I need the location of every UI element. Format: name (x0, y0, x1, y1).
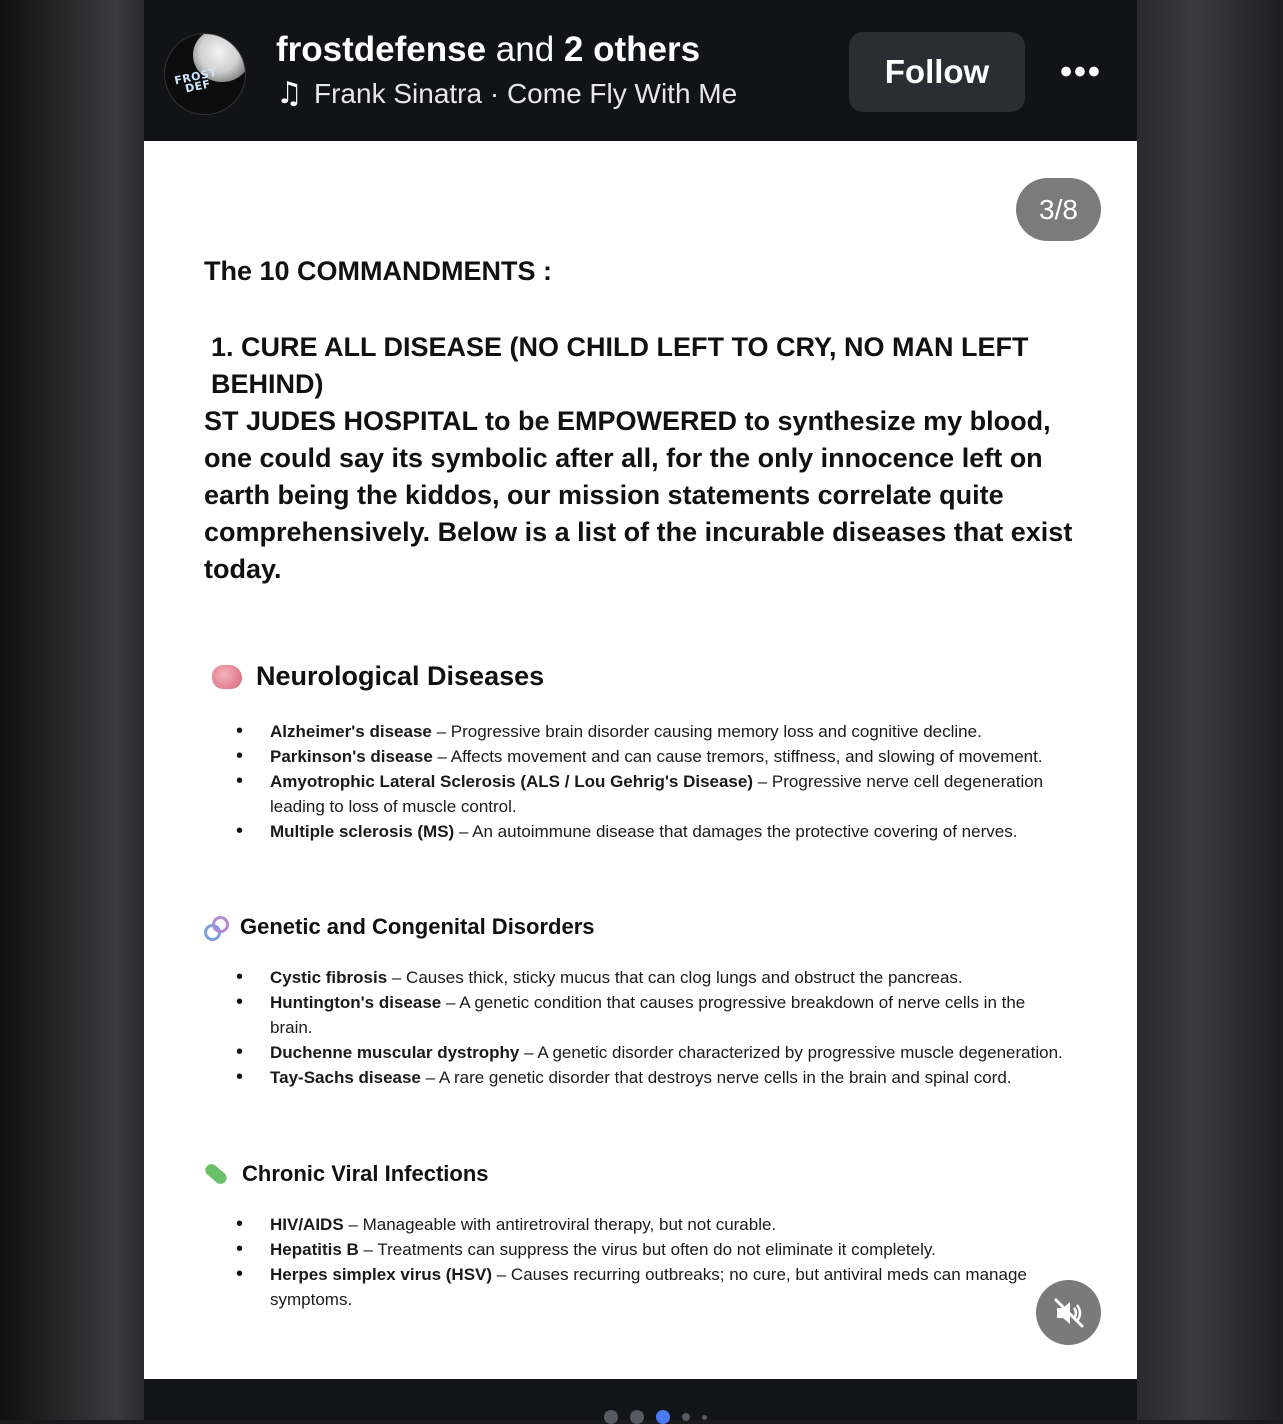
carousel-dot[interactable] (630, 1410, 644, 1424)
list-item (270, 1237, 1070, 1262)
carousel-dot[interactable] (702, 1415, 707, 1420)
others-link[interactable]: 2 others (563, 30, 701, 69)
post-container (144, 0, 1137, 1420)
disease-list-genetic (270, 965, 1070, 1090)
carousel-dots (604, 1410, 719, 1424)
disease-name: Huntington's disease (270, 993, 442, 1012)
avatar-logo-text: FROST DEF (173, 65, 219, 96)
music-note-icon: ♫ (276, 76, 303, 111)
disease-name: Hepatitis B (270, 1240, 359, 1259)
section-title-text: Neurological Diseases (256, 661, 545, 691)
background-blur-right (1137, 0, 1283, 1420)
section-title-genetic (204, 914, 595, 940)
list-item (270, 1065, 1070, 1090)
disease-list-viral (270, 1212, 1070, 1312)
disease-desc: – A genetic condition that causes progressive breakdown of nerve cells in the brain. (270, 993, 1026, 1037)
list-item (270, 744, 1070, 769)
section-title-viral (204, 1161, 489, 1187)
commandment-heading: 1. CURE ALL DISEASE (NO CHILD LEFT TO CRY, NO MAN LEFT BEHIND) (211, 332, 1029, 399)
disease-desc: – Affects movement and can cause tremors, stiffness, and slowing of movement. (432, 747, 1043, 766)
section-title-text: Genetic and Congenital Disorders (240, 914, 595, 939)
follow-button[interactable]: Follow (849, 32, 1025, 112)
background-blur-left (0, 0, 144, 1420)
music-attribution[interactable] (276, 76, 737, 111)
section-title-text: Chronic Viral Infections (242, 1161, 489, 1186)
mute-button[interactable] (1036, 1280, 1101, 1345)
disease-name: Alzheimer's disease (270, 722, 432, 741)
page-indicator: 3/8 (1016, 178, 1101, 241)
username[interactable]: frostdefense (276, 30, 487, 69)
carousel-footer (144, 1380, 1137, 1420)
commandment-body: ST JUDES HOSPITAL to be EMPOWERED to synthesize my blood, one could say its symbolic after all, for the only innocence left on earth being the kiddos, our mission statements correlate quite comprehensively. Below is a list of the incurable diseases that exist today. (204, 406, 1073, 584)
document-image (144, 141, 1137, 1379)
list-item (270, 990, 1070, 1040)
muted-speaker-icon (1052, 1296, 1086, 1330)
microbe-icon (203, 1162, 229, 1187)
disease-name: Amyotrophic Lateral Sclerosis (ALS / Lou Gehrig's Disease) (270, 772, 754, 791)
more-options-button[interactable]: ••• (1060, 52, 1102, 91)
disease-desc: – Causes recurring outbreaks; no cure, but antiviral meds can manage symptoms. (270, 1265, 1027, 1309)
disease-desc: – Progressive nerve cell degeneration leading to loss of muscle control. (270, 772, 1044, 816)
disease-name: HIV/AIDS (270, 1215, 344, 1234)
list-item (270, 965, 1070, 990)
disease-desc: – Treatments can suppress the virus but often do not eliminate it completely. (358, 1240, 936, 1259)
disease-name: Multiple sclerosis (MS) (270, 822, 455, 841)
carousel-dot-active[interactable] (656, 1410, 670, 1424)
list-item (270, 719, 1070, 744)
disease-desc: – Causes thick, sticky mucus that can clog lungs and obstruct the pancreas. (387, 968, 963, 987)
disease-name: Duchenne muscular dystrophy (270, 1043, 520, 1062)
doc-title: The 10 COMMANDMENTS : (204, 256, 553, 286)
post-header (144, 0, 1137, 140)
section-title-neurological (212, 661, 544, 692)
disease-desc: – Progressive brain disorder causing memory loss and cognitive decline. (431, 722, 982, 741)
avatar[interactable] (164, 33, 246, 115)
carousel-dot[interactable] (604, 1410, 618, 1424)
disease-name: Herpes simplex virus (HSV) (270, 1265, 493, 1284)
list-item (270, 769, 1070, 819)
list-item (270, 1262, 1070, 1312)
dna-icon (204, 916, 226, 938)
disease-name: Cystic fibrosis (270, 968, 388, 987)
disease-desc: – Manageable with antiretroviral therapy, but not curable. (343, 1215, 777, 1234)
music-title: Frank Sinatra · Come Fly With Me (314, 77, 738, 109)
disease-list-neurological (270, 719, 1070, 844)
list-item (270, 1212, 1070, 1237)
list-item (270, 819, 1070, 844)
coauthors-connector: and (486, 30, 564, 69)
author-line[interactable] (276, 30, 700, 70)
commandment-block (204, 329, 1084, 588)
disease-desc: – A rare genetic disorder that destroys nerve cells in the brain and spinal cord. (420, 1068, 1012, 1087)
disease-desc: – An autoimmune disease that damages the protective covering of nerves. (454, 822, 1018, 841)
brain-icon (212, 665, 242, 689)
disease-desc: – A genetic disorder characterized by progressive muscle degeneration. (519, 1043, 1063, 1062)
disease-name: Tay-Sachs disease (270, 1068, 421, 1087)
list-item (270, 1040, 1070, 1065)
disease-name: Parkinson's disease (270, 747, 433, 766)
